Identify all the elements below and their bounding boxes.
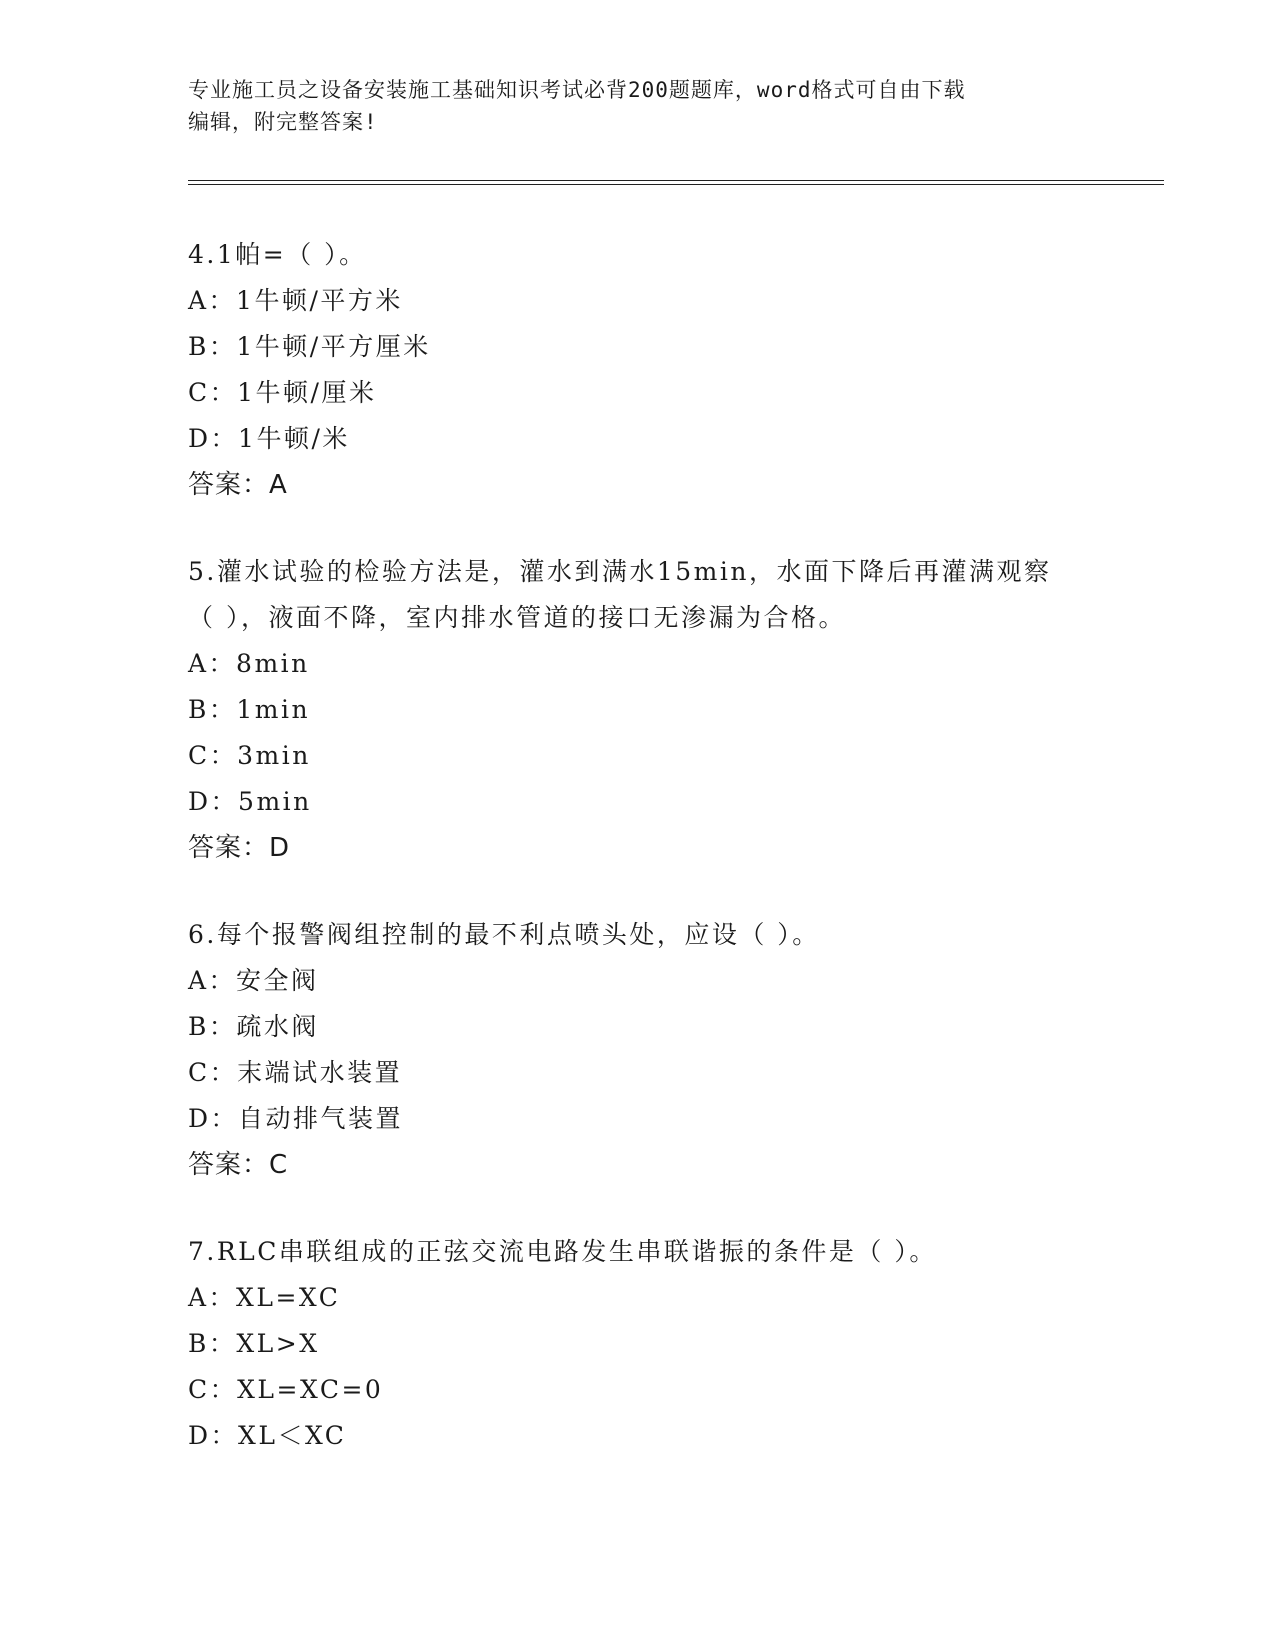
question-5	[188, 549, 1138, 871]
option-d: D：XL＜XC	[188, 1421, 347, 1450]
option-b: B：疏水阀	[188, 1012, 319, 1041]
header-divider-bottom	[188, 184, 1164, 185]
option-c: C：末端试水装置	[188, 1058, 403, 1087]
question-7	[188, 1229, 1138, 1459]
option-b: B：XL>X	[188, 1329, 320, 1358]
option-b: B：1牛顿/平方厘米	[188, 332, 431, 361]
option-c: C：1牛顿/厘米	[188, 378, 377, 407]
option-c: C：XL=XC=0	[188, 1375, 384, 1404]
option-d: D：1牛顿/米	[188, 424, 350, 453]
question-stem: 6.每个报警阀组控制的最不利点喷头处，应设（ ）。	[188, 920, 820, 949]
option-d: D：5min	[188, 787, 312, 816]
question-stem: 7.RLC串联组成的正弦交流电路发生串联谐振的条件是（ ）。	[188, 1237, 937, 1266]
option-b: B：1min	[188, 695, 311, 724]
header-line-2: 编辑，附完整答案!	[188, 110, 378, 134]
question-stem: 4.1帕=（ ）。	[188, 240, 367, 269]
header-divider-top	[188, 180, 1164, 181]
question-stem: 5.灌水试验的检验方法是，灌水到满水15min，水面下降后再灌满观察	[188, 557, 1052, 586]
question-4	[188, 232, 1138, 508]
option-a: A：安全阀	[188, 966, 319, 995]
question-list	[188, 232, 1138, 1500]
option-a: A：8min	[188, 649, 310, 678]
option-a: A：1牛顿/平方米	[188, 286, 403, 315]
answer-label: 答案：D	[188, 833, 291, 863]
option-c: C：3min	[188, 741, 311, 770]
answer-label: 答案：C	[188, 1150, 289, 1180]
question-stem-continued: （ ），液面不降，室内排水管道的接口无渗漏为合格。	[188, 603, 846, 632]
document-header	[188, 74, 1088, 138]
option-d: D：自动排气装置	[188, 1104, 404, 1133]
answer-label: 答案：A	[188, 470, 288, 500]
header-line-1: 专业施工员之设备安装施工基础知识考试必背200题题库，word格式可自由下载	[188, 78, 966, 102]
question-6	[188, 912, 1138, 1188]
option-a: A：XL=XC	[188, 1283, 341, 1312]
